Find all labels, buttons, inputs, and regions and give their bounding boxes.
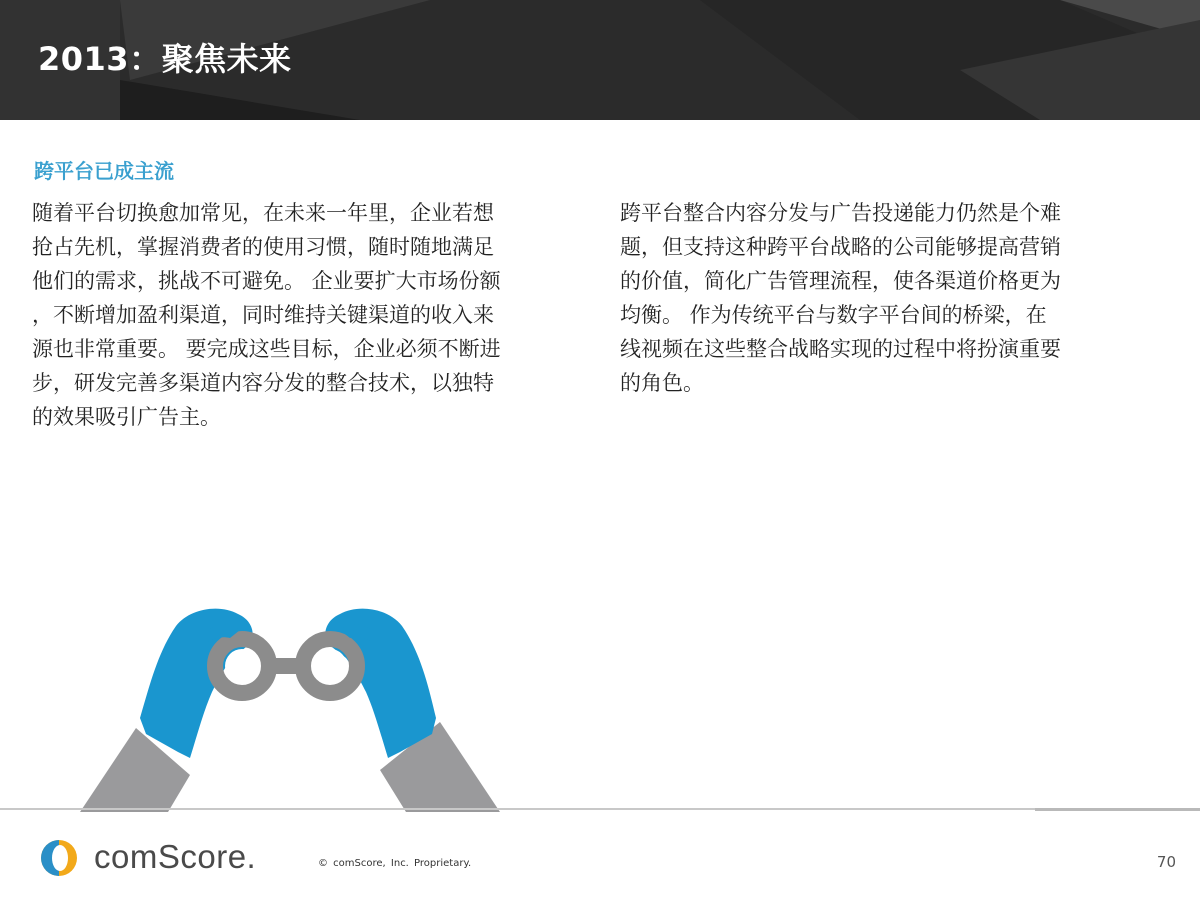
right-paragraph (620, 196, 1120, 400)
comscore-logo (38, 836, 278, 882)
paragraph-line: 的角色。 (620, 371, 704, 395)
binoculars-bridge (264, 658, 308, 674)
paragraph-line: 跨平台整合内容分发与广告投递能力仍然是个难 (620, 201, 1061, 225)
paragraph-line: 的效果吸引广告主。 (32, 405, 221, 429)
paragraph-line: 步，研发完善多渠道内容分发的整合技术，以独特 (32, 371, 494, 395)
paragraph-line: 抢占先机，掌握消费者的使用习惯，随时随地满足 (32, 235, 494, 259)
footer-divider (0, 808, 1035, 810)
paragraph-line: 随着平台切换愈加常见，在未来一年里，企业若想 (32, 201, 494, 225)
paragraph-line: 线视频在这些整合战略实现的过程中将扮演重要 (620, 337, 1061, 361)
paragraph-line: ，不断增加盈利渠道，同时维持关键渠道的收入来 (32, 303, 494, 327)
paragraph-line: 他们的需求，挑战不可避免。 企业要扩大市场份额 (32, 269, 501, 293)
paragraph-line: 的价值，简化广告管理流程，使各渠道价格更为 (620, 269, 1061, 293)
copyright-text: © comScore, Inc. Proprietary. (318, 858, 472, 869)
slide-title: 2013：聚焦未来 (38, 40, 292, 78)
paragraph-line: 均衡。 作为传统平台与数字平台间的桥梁，在 (620, 303, 1047, 327)
logo-wordmark: comScore. (94, 838, 257, 875)
left-paragraph (32, 196, 560, 434)
paragraph-line: 题，但支持这种跨平台战略的公司能够提高营销 (620, 235, 1061, 259)
comscore-logo-icon (38, 836, 84, 882)
footer-divider-accent (1035, 808, 1200, 811)
section-heading: 跨平台已成主流 (34, 159, 174, 183)
paragraph-line: 源也非常重要。 要完成这些目标，企业必须不断进 (32, 337, 501, 361)
page-number: 70 (1156, 853, 1176, 871)
binoculars-hands-icon (80, 600, 500, 812)
header-band (0, 0, 1200, 120)
